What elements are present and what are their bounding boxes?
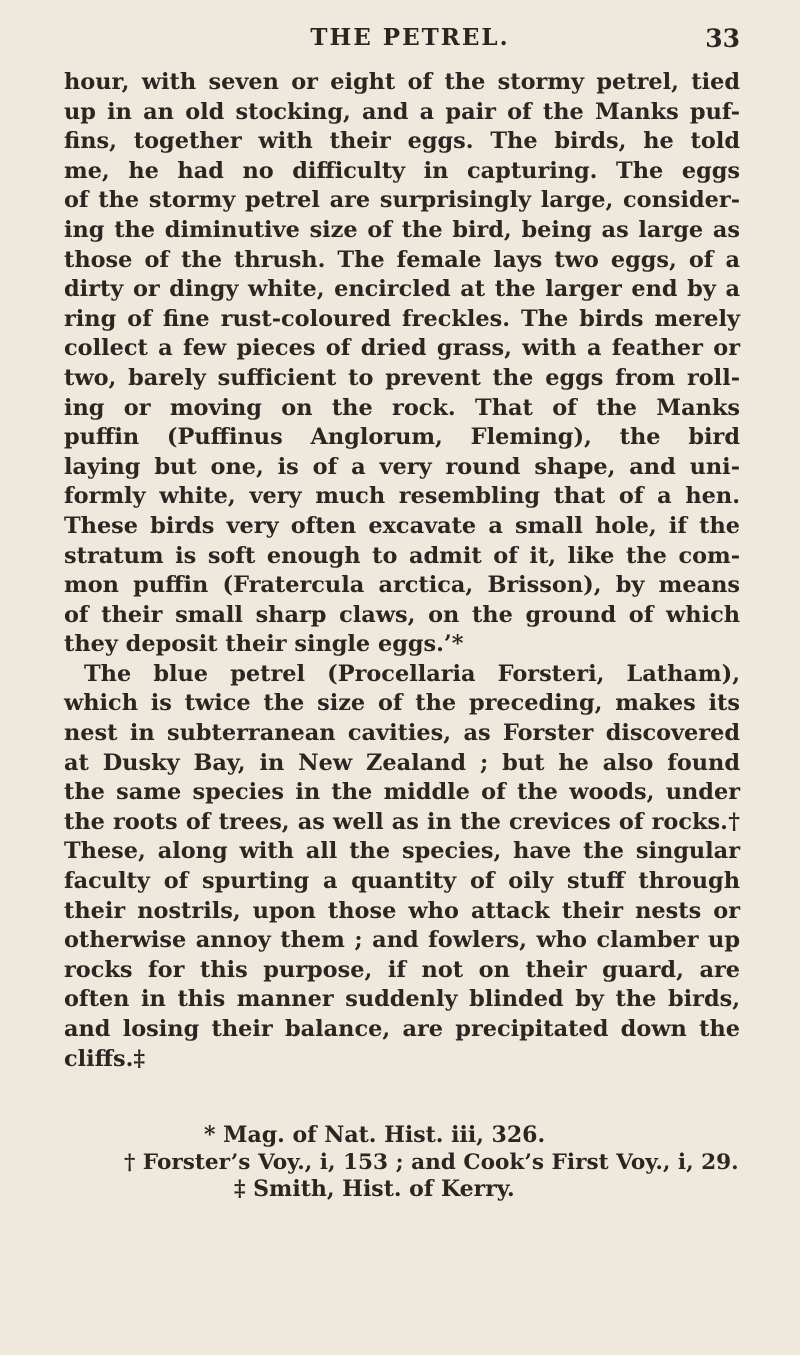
text-line: collect a few pieces of dried grass, with a feather or	[64, 335, 740, 362]
text-line: cliffs.‡	[64, 1045, 146, 1072]
footnote: ‡ Smith, Hist. of Kerry.	[234, 1176, 515, 1202]
text-line: These birds very often excavate a small hole, if the	[64, 512, 740, 539]
text-line: which is twice the size of the preceding, makes its	[64, 690, 740, 717]
text-line: ring of fine rust-coloured freckles. The birds merely	[64, 305, 740, 332]
text-line: puffin (Puffinus Anglorum, Fleming), the bird	[64, 424, 740, 451]
text-line: of the stormy petrel are surprisingly large, consider-	[64, 187, 740, 214]
text-line: of their small sharp claws, on the ground of which	[64, 601, 740, 628]
text-line: faculty of spurting a quantity of oily stuff through	[64, 868, 740, 895]
page-number: 33	[705, 24, 740, 53]
footnotes	[64, 1122, 740, 1203]
text-line: the same species in the middle of the woods, under	[64, 779, 740, 806]
text-line: stratum is soft enough to admit of it, like the com-	[64, 542, 740, 569]
text-line: at Dusky Bay, in New Zealand ; but he also found	[64, 749, 740, 776]
text-line: formly white, very much resembling that of a hen.	[64, 483, 740, 510]
text-line: they deposit their single eggs.’*	[64, 631, 464, 658]
text-line: fins, together with their eggs. The birds, he told	[64, 128, 740, 155]
text-line: ing the diminutive size of the bird, being as large as	[64, 216, 740, 243]
text-line: mon puffin (Fratercula arctica, Brisson), by means	[64, 572, 740, 599]
text-line: up in an old stocking, and a pair of the Manks puf-	[64, 98, 740, 125]
text-line: hour, with seven or eight of the stormy petrel, tied	[64, 69, 740, 95]
body-text	[64, 68, 740, 1074]
text-line: dirty or dingy white, encircled at the larger end by a	[64, 276, 740, 303]
text-line: laying but one, is of a very round shape, and uni-	[64, 453, 740, 480]
text-line: ing or moving on the rock. That of the Manks	[64, 394, 740, 421]
running-head-title: THE PETREL.	[310, 24, 510, 51]
text-line: me, he had no difficulty in capturing. The eggs	[64, 157, 740, 184]
running-head	[80, 24, 740, 60]
text-line: rocks for this purpose, if not on their guard, are	[64, 956, 740, 983]
text-line: the roots of trees, as well as in the crevices of rocks.†	[64, 808, 740, 835]
text-line: nest in subterranean cavities, as Forster discovered	[64, 720, 740, 747]
text-line: These, along with all the species, have the singular	[64, 838, 740, 865]
text-line: and losing their balance, are precipitated down the	[64, 1016, 740, 1042]
text-line: The blue petrel (Procellaria Forsteri, Latham),	[84, 660, 740, 687]
text-line: those of the thrush. The female lays two eggs, of a	[64, 246, 740, 273]
text-line: otherwise annoy them ; and fowlers, who clamber up	[64, 927, 740, 954]
text-line: two, barely sufficient to prevent the eggs from roll-	[64, 364, 740, 391]
text-line: their nostrils, upon those who attack their nests or	[64, 897, 740, 924]
text-line: often in this manner suddenly blinded by the birds,	[64, 986, 740, 1013]
footnote: * Mag. of Nat. Hist. iii, 326.	[204, 1122, 546, 1148]
footnote: † Forster’s Voy., i, 153 ; and Cook’s First Voy., i, 29.	[124, 1150, 739, 1175]
